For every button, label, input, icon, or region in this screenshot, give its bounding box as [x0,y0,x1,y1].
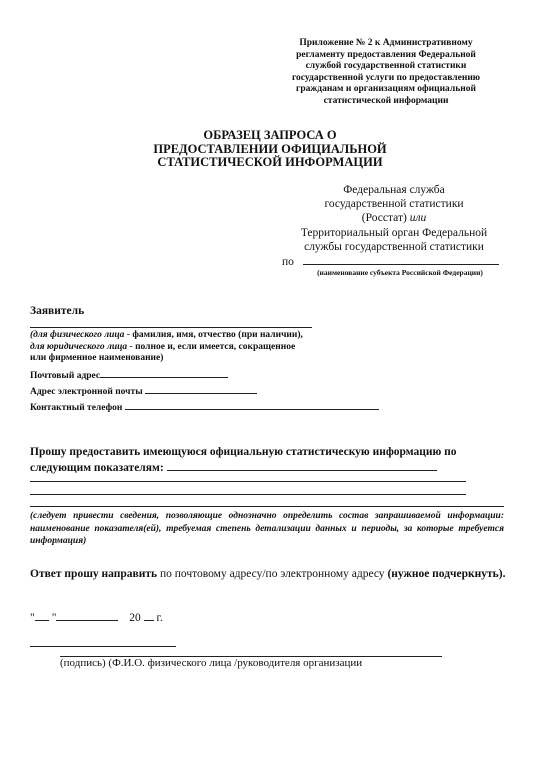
note-legal-text: - полное и, если имеется, сокращенное или фирменное наименование) [30,341,296,363]
recipient-po-row [276,254,512,269]
recipient-line: Федеральная служба [343,184,445,196]
appendix-line: статистической информации [323,95,449,106]
signature-line[interactable] [30,646,176,647]
recipient-line [276,211,512,225]
subject-input-line[interactable] [303,254,499,265]
email-row [30,383,257,397]
email-label: Адрес электронной почты [30,387,143,397]
postal-row [30,367,228,381]
recipient-block [276,183,512,269]
request-text [30,445,508,476]
phone-field[interactable] [125,399,379,410]
reply-bold: Ответ прошу направить [30,568,158,580]
phone-label: Контактный телефон [30,403,123,413]
date-open-quote: " [30,612,35,624]
applicant-note [30,330,310,365]
note-individual-text: - фамилия, имя, отчество (при наличии), [124,330,303,340]
title-line: СТАТИСТИЧЕСКОЙ ИНФОРМАЦИИ [157,155,383,169]
reply-options[interactable]: по почтовому адресу/по электронному адресу [157,568,388,580]
note-individual: (для физического лица [30,330,125,340]
title-line: ПРЕДОСТАВЛЕНИИ ОФИЦИАЛЬНОЙ [153,141,387,156]
appendix-line: государственной услуги по предоставлению [291,72,481,83]
indicators-line[interactable] [30,494,466,495]
date-close-quote: " [51,612,57,624]
appendix-line: регламенту предоставления Федеральной [296,49,476,60]
date-row [30,610,163,624]
appendix-header [262,38,510,107]
reply-text [30,560,508,588]
recipient-or: или [409,212,427,225]
recipient-line: Территориальный орган Федеральной [300,226,488,239]
recipient-rosstat: (Росстат) [361,212,407,225]
indicators-line[interactable] [30,481,466,482]
note-legal: для юридического лица [30,341,128,352]
appendix-line: гражданам и организациям официальной [296,84,476,94]
instruction-note: (следует привести сведения, позволяющие однозначно определить состав запрашиваемой информации: наименование показателя(ей), требуемая степень детализации данных и периоды, за которые требуется информация) [30,511,504,546]
document-title [110,129,430,170]
day-field[interactable] [35,610,49,621]
recipient-line: государственной статистики [324,198,464,211]
indicators-field[interactable] [167,460,437,471]
recipient-line: службы государственной статистики [304,240,484,253]
email-field[interactable] [145,383,257,394]
reply-instruction: (нужное подчеркнуть). [387,568,506,580]
year-prefix: 20 [129,612,141,624]
title-line: ОБРАЗЕЦ ЗАПРОСА О [203,128,337,142]
signature-caption: (подпись) (Ф.И.О. физического лица /руководителя организации [60,657,363,669]
recipient-po: по [282,256,294,269]
request-line: Прошу предоставить имеющуюся официальную статистическую информацию по [30,446,457,458]
indicators-line[interactable] [30,506,504,507]
phone-row [30,399,379,413]
applicant-name-line[interactable] [30,327,312,328]
year-suffix: г. [156,612,163,624]
request-label: следующим показателям: [30,462,164,474]
appendix-line: службой государственной статистики [305,61,467,71]
month-field[interactable] [56,610,118,621]
applicant-label: Заявитель [30,305,85,317]
appendix-line: Приложение № 2 к Административному [299,38,473,48]
subject-note: (наименование субъекта Российской Федерации) [317,268,483,277]
request-line [30,460,508,476]
postal-label: Почтовый адрес [30,371,101,381]
postal-field[interactable] [100,367,228,378]
year-field[interactable] [144,610,154,621]
